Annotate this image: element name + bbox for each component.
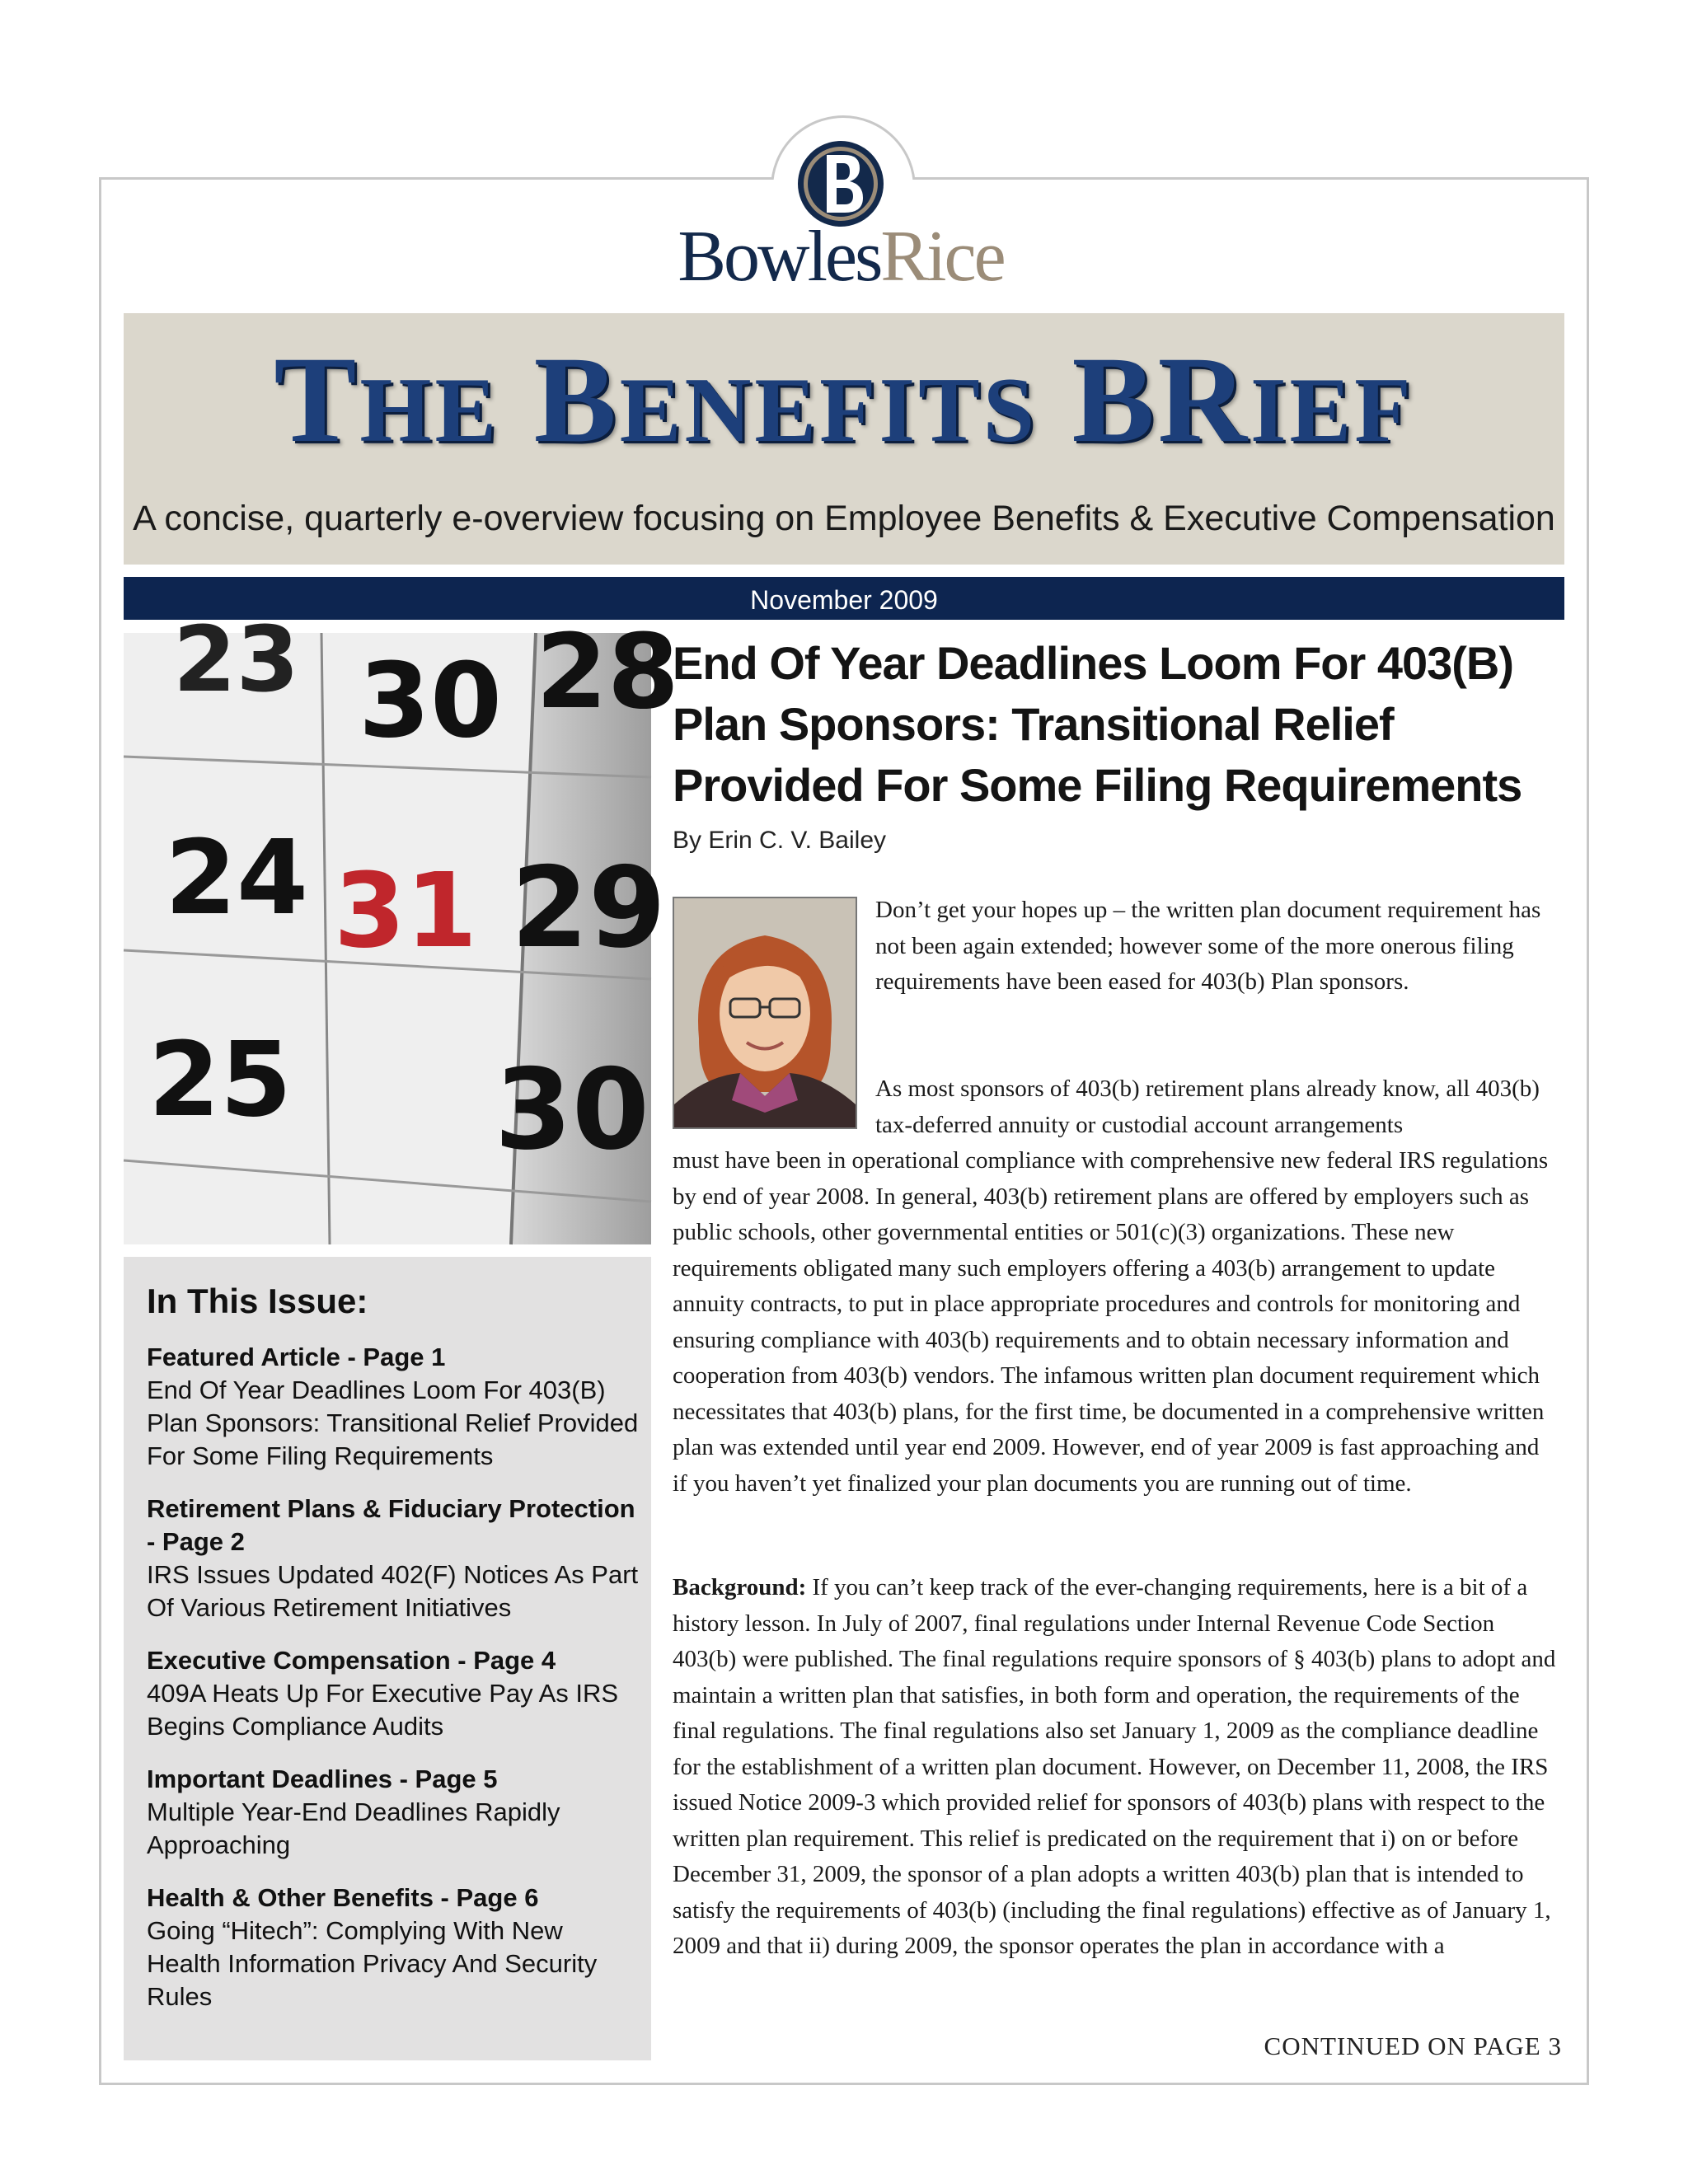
author-photo	[673, 897, 857, 1129]
calendar-number: 30	[495, 1045, 649, 1174]
masthead-title: THE BENEFITS BRIEF	[274, 331, 1414, 468]
calendar-number: 23	[173, 607, 300, 712]
bowles-rice-logo-icon	[795, 138, 886, 229]
sidebar-item-title: Important Deadlines - Page 5	[147, 1765, 498, 1793]
masthead-subtitle: A concise, quarterly e-overview focusing on Employee Benefits & Executive Compensation	[133, 499, 1555, 538]
sidebar-item-desc: IRS Issues Updated 402(F) Notices As Part Of Various Retirement Initiatives	[147, 1560, 639, 1622]
sidebar-item-desc: End Of Year Deadlines Loom For 403(B) Plan Sponsors: Transitional Relief Provided For Some Filing Requirements	[147, 1376, 639, 1470]
calendar-image	[124, 607, 679, 1244]
article-title: End Of Year Deadlines Loom For 403(B) Plan Sponsors: Transitional Relief Provided For Some Filing Requirements	[673, 637, 1522, 811]
sidebar-item-deadlines[interactable]	[147, 1763, 641, 1862]
calendar-number: 28	[536, 612, 679, 732]
background-label: Background:	[673, 1574, 807, 1601]
continued-link[interactable]: CONTINUED ON PAGE 3	[1264, 2032, 1562, 2060]
sidebar-item-title: Health & Other Benefits - Page 6	[147, 1883, 539, 1912]
calendar-number: 24	[165, 818, 308, 938]
article-paragraph-2-rest: must have been in operational compliance with comprehensive new federal IRS regulations by end of year 2008. In general, 403(b) retirement plans are offered by employers such as public schools, other governmental entities or 501(c)(3) organizations. These new requirements obligated many such employers offering a 403(b) arrangement to update annuity contracts, to put in place appropriate procedures and controls for monitoring and ensuring compliance with 403(b) requirements and to obtain necessary information and cooperation from 403(b) vendors. The infamous written plan document requirement which necessitates that 403(b) plans, for the first time, be documented in a comprehensive written plan was extended until year end 2009. However, end of year 2009 is fast approaching and if you haven’t yet finalized your plan documents you are running out of time.	[673, 1147, 1549, 1497]
sidebar-item-desc: Multiple Year-End Deadlines Rapidly Approaching	[147, 1797, 560, 1859]
masthead-banner	[124, 313, 1564, 565]
in-this-issue-panel	[124, 1257, 651, 2060]
calendar-number: 29	[511, 843, 666, 972]
sidebar-item-title: Retirement Plans & Fiduciary Protection - Page 2	[147, 1494, 635, 1556]
sidebar-item-featured[interactable]	[147, 1341, 641, 1473]
sidebar-list	[147, 1341, 641, 2033]
sidebar-heading: In This Issue:	[147, 1282, 368, 1320]
calendar-number-highlight: 31	[334, 851, 477, 971]
bowles-rice-wordmark	[577, 217, 1104, 297]
article-intro: Don’t get your hopes up – the written plan document requirement has not been again extended; however some of the more onerous filing requirements have been eased for 403(b) Plan sponsors.	[875, 897, 1541, 995]
calendar-number: 30	[359, 641, 502, 761]
sidebar-item-health[interactable]	[147, 1882, 641, 2013]
calendar-number: 25	[148, 1020, 292, 1140]
background-text: If you can’t keep track of the ever-changing requirements, here is a bit of a history lesson. In July of 2007, final regulations under Internal Revenue Code Section 403(b) were published. The final regulations require sponsors of § 403(b) plans to adopt and maintain a written plan that satisfies, in both form and operation, the requirements of the final regulations. The final regulations also set January 1, 2009 as the compliance deadline for the establishment of a written plan document. However, on December 11, 2008, the IRS issued Notice 2009-3 which provided relief for sponsors of 403(b) plans with respect to the written plan requirement. This relief is predicated on the requirement that i) on or before December 31, 2009, the sponsor of a plan adopts a written 403(b) plan that is intended to satisfy the requirements of 403(b) (including the final regulations) effective as of January 1, 2009 and that ii) during 2009, the sponsor operates the plan in accordance with a	[673, 1574, 1556, 1959]
article-byline: By Erin C. V. Bailey	[673, 827, 886, 854]
article-paragraph-2-start: As most sponsors of 403(b) retirement plans already know, all 403(b) tax-deferred annuity or custodial account arrangements	[875, 1076, 1540, 1138]
article-paragraph-3	[673, 1570, 1559, 1965]
sidebar-item-desc: Going “Hitech”: Complying With New Health Information Privacy And Security Rules	[147, 1916, 598, 2011]
logo-text-bowles: Bowles	[678, 217, 881, 297]
sidebar-item-retirement[interactable]	[147, 1493, 641, 1624]
sidebar-item-executive[interactable]	[147, 1644, 641, 1743]
sidebar-item-title: Executive Compensation - Page 4	[147, 1646, 556, 1675]
logo-text-rice: Rice	[880, 217, 1004, 297]
sidebar-item-desc: 409A Heats Up For Executive Pay As IRS Begins Compliance Audits	[147, 1679, 619, 1741]
issue-date: November 2009	[124, 577, 1564, 620]
sidebar-item-title: Featured Article - Page 1	[147, 1343, 446, 1371]
